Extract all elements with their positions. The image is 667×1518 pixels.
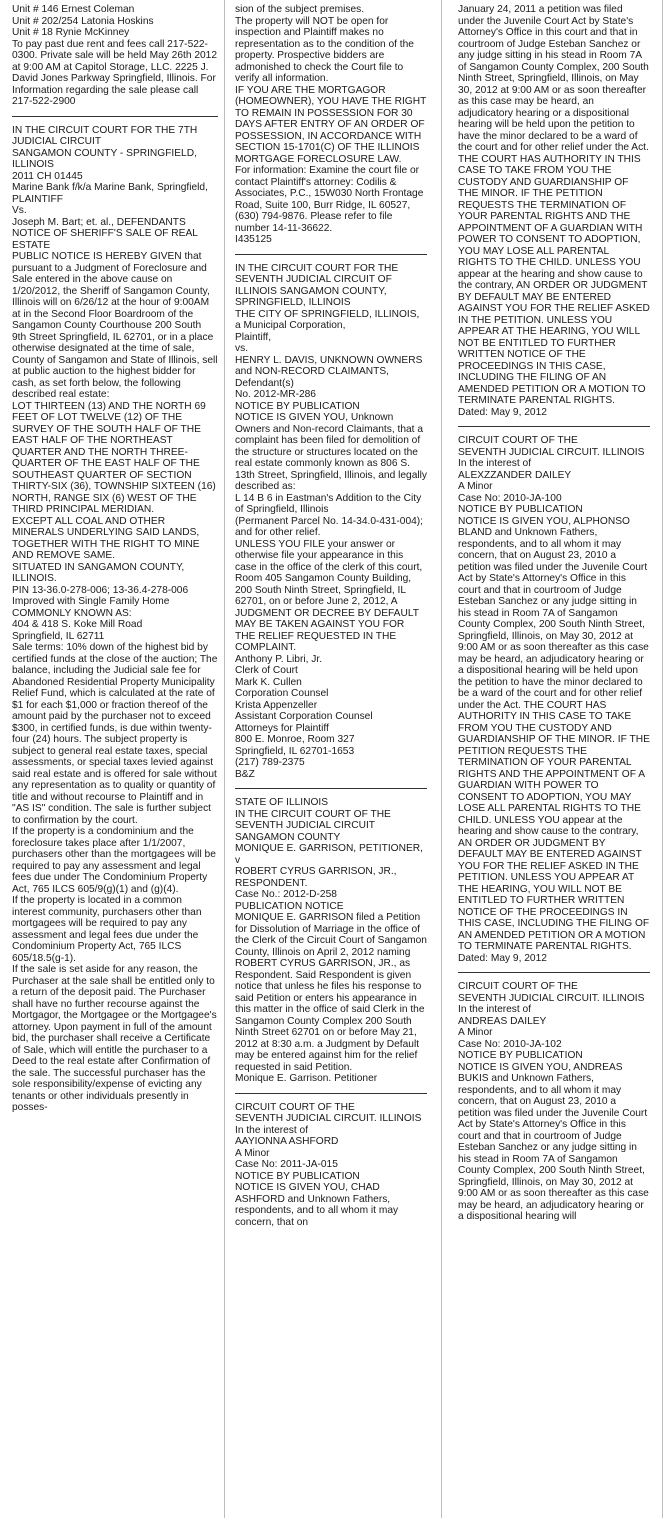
notice-separator: [458, 426, 650, 427]
notice-text-line: NOTICE IS GIVEN YOU, ANDREAS BUKIS and Unknown Fathers, respondents, and to all whom it may concern, that on August 23, 2010 a petition was filed under the Juvenile Court Act by State's Attorney's Office in this court and that in courtroom of Judge Esteban Sanchez or any judge sitting in his stead in Room 7A of Sangamon County Complex, 200 South Ninth Street, Springfield, Illinois, on May 30, 2012 at 9:00 AM or as soon thereafter as this case may be heard, an adjudicatory hearing or a dispositional hearing will: [458, 1061, 649, 1222]
notice-text-line: v: [235, 854, 241, 866]
notice-text-line: January 24, 2011 a petition was filed under the Juvenile Court Act by State's Attorney's Office in this court and that in courtroom of Judge Esteban Sanchez or any judge sitting in his stead in Room 7A of Sangamon County Complex, 200 South Ninth Street, Springfield, Illinois, on May 30, 2012 at 9:00 AM or as soon thereafter as this case may be heard, an adjudicatory hearing or a dispositional hearing will be held upon the petition to have the minor declared to be a ward of the court and for other relief under the Act. THE COURT HAS AUTHORITY IN THIS CASE TO TAKE FROM YOU THE CUSTODY AND GUARDIANSHIP OF THE MINOR. IF THE PETITION REQUESTS THE TERMINATION OF YOUR PARENTAL RIGHTS AND THE APPOINTMENT OF A GUARDIAN WITH POWER TO CONSENT TO ADOPTION, YOU MAY LOSE ALL PARENTAL RIGHTS TO THE CHILD. UNLESS YOU appear at the hearing and show cause to the contrary, AN ORDER OR JUDGMENT BY DEFAULT MAY BE ENTERED AGAINST YOU FOR THE RELIEF ASKED IN THE PETITION. UNLESS YOU APPEAR AT THE HEARING, YOU WILL NOT BE ENTITLED TO FURTHER WRITTEN NOTICE OF THE PROCEEDINGS IN THIS CASE, INCLUDING THE FILING OF AN AMENDED PETITION OR A MOTION TO TERMINATE PARENTAL RIGHTS.: [458, 4, 650, 406]
notice-text-line: PUBLIC NOTICE IS HEREBY GIVEN that pursuant to a Judgment of Foreclosure and Sale entered in the above cause on 1/20/2012, the Sheriff of Sangamon County, Illinois will on 6/26/12 at the hour of 9:00AM at in the Second Floor Boardroom of the Sangamon County Courthouse 200 South 9th Street Springfield, IL 62701, or in a place otherwise designated at the time of sale, County of Sangamon and State of Illinois, sell at public auction to the highest bidder for cash, as set forth below, the following described real estate:: [12, 251, 218, 400]
page-edge-rule: [662, 0, 663, 1518]
notice-text-line: NOTICE BY PUBLICATION: [235, 400, 360, 412]
legal-notice: [458, 981, 650, 1223]
notice-text-line: NOTICE BY PUBLICATION: [235, 1170, 360, 1182]
notice-separator: [458, 972, 650, 973]
notice-text-line: Vs.: [12, 205, 27, 216]
notice-text-line: Springfield, IL 62711: [12, 630, 105, 642]
notice-text-line: Anthony P. Libri, Jr.: [235, 653, 323, 665]
notice-text-line: THE CITY OF SPRINGFIELD, ILLINOIS, a Municipal Corporation,: [235, 308, 420, 331]
notice-text-line: Unit # 146 Ernest Coleman: [12, 4, 135, 15]
legal-notice: [458, 4, 650, 418]
column-divider: [441, 0, 442, 1518]
notice-text-line: Plaintiff,: [235, 331, 272, 343]
legal-notice: [235, 263, 427, 781]
notice-text-line: NOTICE OF SHERIFF'S SALE OF REAL ESTATE: [12, 228, 198, 251]
notice-text-line: Dated: May 9, 2012: [458, 952, 547, 964]
notice-text-line: Springfield, IL 62701-1653: [235, 745, 355, 757]
notice-text-line: No. 2012-MR-286: [235, 389, 316, 400]
notice-text-line: CIRCUIT COURT OF THE: [458, 435, 578, 446]
notice-text-line: L 14 B 6 in Eastman's Addition to the City of Springfield, Illinois: [235, 492, 422, 515]
notice-text-line: IN THE CIRCUIT COURT OF THE SEVENTH JUDICIAL CIRCUIT SANGAMON COUNTY: [235, 808, 391, 843]
notice-separator: [235, 1093, 427, 1094]
notice-text-line: A Minor: [458, 481, 493, 492]
notice-text-line: To pay past due rent and fees call 217-522-0300. Private sale will be held May 26th 2012 at 9:00 AM at Capitol Storage, LLC. 2225 J. David Jones Parkway Springfield, Illinois. For Information regarding the sale please call 217-522-2900: [12, 38, 218, 107]
notice-text-line: sion of the subject premises.: [235, 4, 365, 15]
notice-separator: [12, 116, 218, 117]
notice-text-line: For information: Examine the court file or contact Plaintiff's attorney: Codilis & Associates, P.C., 15W030 North Frontage Road, Suite 100, Burr Ridge, IL 60527, (630) 794-9876. Please refer to file number 14-11-36622.: [235, 165, 424, 234]
notice-text-line: STATE OF ILLINOIS: [235, 797, 329, 808]
notice-text-line: NOTICE IS GIVEN YOU, CHAD ASHFORD and Unknown Fathers, respondents, and to all whom it may concern, that on: [235, 1182, 399, 1228]
notice-text-line: PIN 13-36.0-278-006; 13-36.4-278-006: [12, 584, 189, 596]
notice-text-line: Joseph M. Bart; et. al., DEFENDANTS: [12, 216, 186, 228]
notice-text-line: UNLESS YOU FILE your answer or otherwise file your appearance in this case in the office of the clerk of this court, Room 405 Sangamon County Building, 200 South Ninth Street, Springfield, IL 62701, on or before June 2, 2012, A JUDGMENT OR DECREE BY DEFAULT MAY BE TAKEN AGAINST YOU FOR THE RELIEF REQUESTED IN THE COMPLAINT.: [235, 538, 423, 653]
notice-text-line: Case No.: 2012-D-258: [235, 889, 337, 900]
notice-text-line: Case No: 2010-JA-102: [458, 1038, 562, 1050]
legal-notice: [12, 125, 218, 1114]
notice-text-line: Case No: 2010-JA-100: [458, 492, 562, 504]
notice-text-line: If the property is a condominium and the foreclosure takes place after 1/1/2007, purchasers other than the mortgagees will be required to pay any assessment and legal fees due under The Condominium Property Act, 765 ILCS 605/9(g)(1) and (g)(4).: [12, 826, 216, 895]
notice-text-line: CIRCUIT COURT OF THE: [235, 1101, 355, 1113]
notice-separator: [235, 254, 427, 255]
notice-text-line: HENRY L. DAVIS, UNKNOWN OWNERS and NON-RECORD CLAIMANTS,: [235, 354, 423, 377]
notice-text-line: Monique E. Garrison. Petitioner: [235, 1073, 378, 1084]
notice-text-line: In the interest of: [235, 1124, 309, 1136]
notice-text-line: Unit # 18 Rynie McKinney: [12, 27, 130, 38]
notice-text-line: 2011 CH 01445: [12, 170, 83, 182]
notice-text-line: NOTICE IS GIVEN YOU, Unknown Owners and Non-record Claimants, that a complaint has been filed for demolition of the structure or structures located on the real estate commonly known as 806 S. 13th Street, Springfield, Illinois, and legally described as:: [235, 412, 427, 492]
notice-text-line: Krista Appenzeller: [235, 699, 318, 711]
notice-text-line: SEVENTH JUDICIAL CIRCUIT. ILLINOIS: [458, 446, 645, 458]
notice-text-line: Unit # 202/254 Latonia Hoskins: [12, 15, 154, 27]
notice-text-line: COMMONLY KNOWN AS:: [12, 607, 132, 619]
notice-text-line: EXCEPT ALL COAL AND OTHER MINERALS UNDERLYING SAID LANDS, TOGETHER WITH THE RIGHT TO MINE AND REMOVE SAME.: [12, 515, 200, 561]
notice-text-line: The property will NOT be open for inspection and Plaintiff makes no representation as to the condition of the property. Prospective bidders are admonished to check the Court file to verify all information.: [235, 15, 414, 84]
notice-text-line: NOTICE BY PUBLICATION: [458, 504, 583, 515]
notice-text-line: If the sale is set aside for any reason, the Purchaser at the sale shall be entitled only to a return of the deposit paid. The Purchaser shall have no further recourse against the Mortgagor, the Mortgagee or the Mortgagee's attorney. Upon payment in full of the amount bid, the purchaser shall receive a Certificate of Sale, which will entitle the purchaser to a Deed to the real estate after Confirmation of the sale. The successful purchaser has the sole responsibility/expense of evicting any tenants or other individuals presently in posses-: [12, 964, 217, 1113]
notice-text-line: SEVENTH JUDICIAL CIRCUIT. ILLINOIS: [458, 992, 645, 1004]
legal-notice: [458, 435, 650, 964]
notice-text-line: vs.: [235, 343, 249, 354]
legal-notice: [235, 1102, 427, 1229]
notice-text-line: NOTICE BY PUBLICATION: [458, 1050, 583, 1061]
notice-text-line: Improved with Single Family Home: [12, 596, 170, 607]
notice-text-line: If the property is located in a common interest community, purchasers other than mortgagees will be required to pay any assessment and legal fees due under the Condominium Property Act, 765 ILCS 605/18.5(g-1).: [12, 895, 202, 964]
notice-text-line: (Permanent Parcel No. 14-34.0-431-004); and for other relief.: [235, 515, 424, 538]
notice-text-line: In the interest of: [458, 1004, 532, 1015]
notice-text-line: In the interest of: [458, 458, 532, 469]
notice-text-line: (217) 789-2375: [235, 757, 305, 768]
notice-text-line: IN THE CIRCUIT COURT FOR THE SEVENTH JUDICIAL CIRCUIT OF ILLINOIS SANGAMON COUNTY, SPRINGFIELD, ILLINOIS: [235, 262, 399, 308]
legal-notice: [235, 4, 427, 246]
notice-text-line: Corporation Counsel: [235, 688, 329, 699]
notice-text-line: AAYIONNA ASHFORD: [235, 1136, 339, 1147]
notice-text-line: 404 & 418 S. Koke Mill Road: [12, 619, 143, 630]
notice-text-line: Case No: 2011-JA-015: [235, 1159, 338, 1170]
notice-text-line: ROBERT CYRUS GARRISON, JR., RESPONDENT.: [235, 866, 397, 889]
notice-text-line: Assistant Corporation Counsel: [235, 711, 373, 722]
notice-text-line: Clerk of Court: [235, 665, 298, 676]
notice-text-line: Sale terms: 10% down of the highest bid by certified funds at the close of the auction; The balance, including the Judicial sale fee for Abandoned Residential Property Municipality Relief Fund, which is calculated at the rate of $1 for each $1,000 or fraction thereof of the amount paid by the purchaser not to exceed $300, in certified funds, is due within twenty-four (24) hours. The subject property is subject to general real estate taxes, special assessments, or special taxes levied against said real estate and is offered for sale without any representation as to quality or quantity of title and without recourse to Plaintiff and in "AS IS" condition. The sale is further subject to confirmation by the court.: [12, 642, 218, 826]
notice-text-line: A Minor: [458, 1027, 493, 1038]
notice-text-line: IF YOU ARE THE MORTGAGOR (HOMEOWNER), YOU HAVE THE RIGHT TO REMAIN IN POSSESSION FOR 30 DAYS AFTER ENTRY OF AN ORDER OF POSSESSION, IN ACCORDANCE WITH SECTION 15-1701(C) OF THE ILLINOIS MORTGAGE FORECLOSURE LAW.: [235, 84, 427, 165]
notice-text-line: MONIQUE E. GARRISON, PETITIONER,: [235, 843, 423, 854]
column-1: [12, 4, 218, 1114]
column-3: [458, 4, 650, 1223]
column-2: [235, 4, 427, 1228]
notice-separator: [235, 788, 427, 789]
notice-text-line: Attorneys for Plaintiff: [235, 722, 329, 734]
notice-text-line: I435125: [235, 234, 272, 245]
notice-text-line: MONIQUE E. GARRISON filed a Petition for Dissolution of Marriage in the office of the Clerk of the Circuit Court of Sangamon County, Illinois on April 2, 2012 naming ROBERT CYRUS GARRISON, JR., as Respondent. Said Respondent is given notice that unless he files his response to said Petition or enters his appearance in this matter in the office of said Clerk in the Sangamon County Complex 200 South Ninth Street 62701 on or before May 21, 2012 at 8:30 a.m. a Judgment by Default may be entered against him for the relief requested in said Petition.: [235, 912, 427, 1073]
legal-notice: [12, 4, 218, 108]
column-divider: [224, 0, 225, 1518]
notice-text-line: CIRCUIT COURT OF THE: [458, 981, 578, 992]
notice-text-line: LOT THIRTEEN (13) AND THE NORTH 69 FEET OF LOT TWELVE (12) OF THE SURVEY OF THE SOUTH HALF OF THE EAST HALF OF THE NORTHEAST QUARTER AND THE NORTH THREE-QUARTER OF THE EAST HALF OF THE SOUTHEAST QUARTER OF SECTION THIRTY-SIX (36), TOWNSHIP SIXTEEN (16) NORTH, RANGE SIX (6) WEST OF THE THIRD PRINCIPAL MERIDIAN.: [12, 400, 216, 515]
legal-notice: [235, 797, 427, 1085]
notice-text-line: Defendant(s): [235, 377, 294, 389]
notice-text-line: SITUATED IN SANGAMON COUNTY, ILLINOIS.: [12, 561, 185, 584]
notice-text-line: ANDREAS DAILEY: [458, 1015, 547, 1027]
notice-text-line: Dated: May 9, 2012: [458, 406, 547, 418]
notice-text-line: 800 E. Monroe, Room 327: [235, 734, 355, 745]
notice-text-line: Marine Bank f/k/a Marine Bank, Springfield, PLAINTIFF: [12, 182, 208, 205]
notice-text-line: Mark K. Cullen: [235, 676, 302, 688]
notice-text-line: PUBLICATION NOTICE: [235, 900, 344, 912]
notice-text-line: IN THE CIRCUIT COURT FOR THE 7TH JUDICIAL CIRCUIT: [12, 124, 198, 147]
notice-text-line: SANGAMON COUNTY - SPRINGFIELD, ILLINOIS: [12, 147, 197, 170]
notice-text-line: NOTICE IS GIVEN YOU, ALPHONSO BLAND and Unknown Fathers, respondents, and to all whom it may concern, that on August 23, 2010 a petition was filed under the Juvenile Court Act by State's Attorney's Office in this court and that in courtroom of Judge Esteban Sanchez or any judge sitting in his stead in Room 7A of Sangamon County Complex, 200 South Ninth Street, Springfield, Illinois, on May 30, 2012 at 9:00 AM or as soon thereafter as this case may be heard, an adjudicatory hearing or a dispositional hearing will be held upon the petition to have the minor declared to be a ward of the court and for other relief under the Act. THE COURT HAS AUTHORITY IN THIS CASE TO TAKE FROM YOU THE CUSTODY AND GUARDIANSHIP OF THE MINOR. IF THE PETITION REQUESTS THE TERMINATION OF YOUR PARENTAL RIGHTS AND THE APPOINTMENT OF A GUARDIAN WITH POWER TO CONSENT TO ADOPTION, YOU MAY LOSE ALL PARENTAL RIGHTS TO THE CHILD. UNLESS YOU appear at the hearing and show cause to the contrary, AN ORDER OR JUDGMENT BY DEFAULT MAY BE ENTERED AGAINST YOU FOR THE RELIEF ASKED IN THE PETITION. UNLESS YOU APPEAR AT THE HEARING, YOU WILL NOT BE ENTITLED TO FURTHER WRITTEN NOTICE OF THE PROCEEDINGS IN THIS CASE, INCLUDING THE FILING OF AN AMENDED PETITION OR A MOTION TO TERMINATE PARENTAL RIGHTS.: [458, 515, 650, 952]
notice-text-line: SEVENTH JUDICIAL CIRCUIT. ILLINOIS: [235, 1113, 422, 1124]
notice-text-line: ALEXZZANDER DAILEY: [458, 469, 572, 481]
notice-text-line: B&Z: [235, 768, 255, 780]
notice-text-line: A Minor: [235, 1147, 270, 1159]
